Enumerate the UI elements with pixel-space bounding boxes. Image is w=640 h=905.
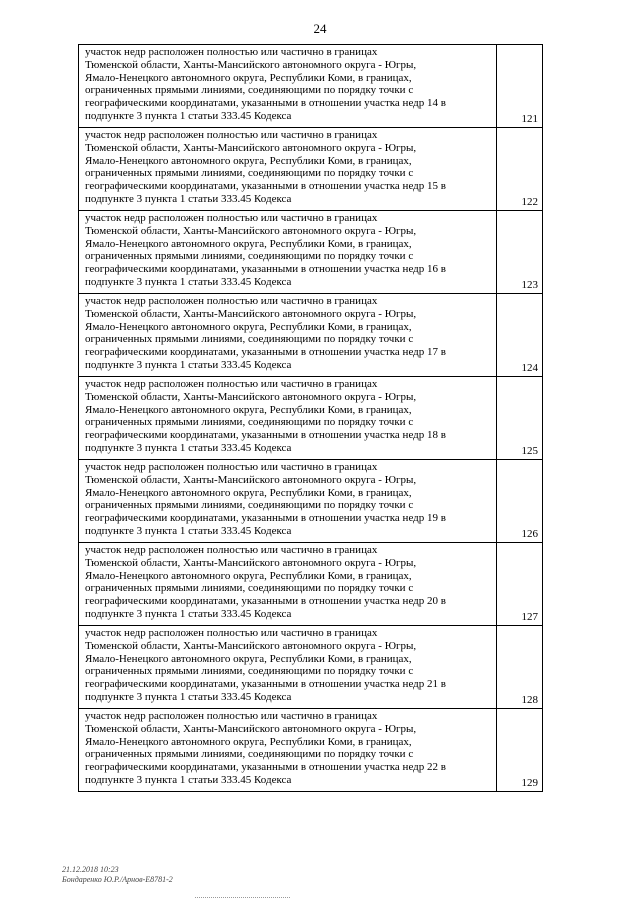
description-line: подпункте 3 пункта 1 статьи 333.45 Кодекса: [85, 607, 292, 620]
row-description: [79, 294, 497, 377]
page-bottom-divider: [195, 897, 290, 898]
row-number: 128: [497, 626, 543, 709]
description-line: участок недр расположен полностью или частично в границах: [85, 461, 378, 473]
description-line: подпункте 3 пункта 1 статьи 333.45 Кодекса: [85, 275, 292, 288]
description-line: подпункте 3 пункта 1 статьи 333.45 Кодекса: [85, 441, 292, 454]
row-number: 127: [497, 543, 543, 626]
description-line: Тюменской области, Ханты-Мансийского автономного округа - Югры,: [85, 390, 417, 403]
table-body: [79, 45, 543, 792]
description-line: ограниченных прямыми линиями, соединяющими по порядку точки с: [85, 333, 414, 346]
description-line: Тюменской области, Ханты-Мансийского автономного округа - Югры,: [85, 639, 417, 652]
table-row: [79, 45, 543, 128]
description-line: ограниченных прямыми линиями, соединяющими по порядку точки с: [85, 665, 414, 678]
description-line: географическими координатами, указанными в отношении участка недр 16 в: [85, 263, 446, 276]
row-description: [79, 211, 497, 294]
row-description: [79, 543, 497, 626]
row-description: [79, 626, 497, 709]
description-line: географическими координатами, указанными в отношении участка недр 15 в: [85, 180, 446, 193]
row-number: 126: [497, 460, 543, 543]
description-line: географическими координатами, указанными в отношении участка недр 17 в: [85, 346, 446, 359]
description-line: участок недр расположен полностью или частично в границах: [85, 295, 378, 307]
description-line: Тюменской области, Ханты-Мансийского автономного округа - Югры,: [85, 224, 417, 237]
table-row: [79, 211, 543, 294]
description-line: ограниченных прямыми линиями, соединяющими по порядку точки с: [85, 167, 414, 180]
row-description: [79, 45, 497, 128]
description-line: ограниченных прямыми линиями, соединяющими по порядку точки с: [85, 499, 414, 512]
description-line: подпункте 3 пункта 1 статьи 333.45 Кодекса: [85, 358, 292, 371]
table-row: [79, 128, 543, 211]
description-line: Ямало-Ненецкого автономного округа, Республики Коми, в границах,: [85, 735, 412, 748]
description-line: Ямало-Ненецкого автономного округа, Республики Коми, в границах,: [85, 652, 412, 665]
description-line: подпункте 3 пункта 1 статьи 333.45 Кодекса: [85, 773, 292, 786]
description-line: Ямало-Ненецкого автономного округа, Республики Коми, в границах,: [85, 154, 412, 167]
table-row: [79, 709, 543, 792]
description-line: Тюменской области, Ханты-Мансийского автономного округа - Югры,: [85, 473, 417, 486]
description-line: географическими координатами, указанными в отношении участка недр 14 в: [85, 97, 446, 110]
description-line: ограниченных прямыми линиями, соединяющими по порядку точки с: [85, 748, 414, 761]
table-row: [79, 460, 543, 543]
table-row: [79, 294, 543, 377]
description-line: участок недр расположен полностью или частично в границах: [85, 129, 378, 141]
description-line: Тюменской области, Ханты-Мансийского автономного округа - Югры,: [85, 307, 417, 320]
footer-timestamp: 21.12.2018 10:23: [62, 865, 119, 874]
description-line: Тюменской области, Ханты-Мансийского автономного округа - Югры,: [85, 141, 417, 154]
description-line: подпункте 3 пункта 1 статьи 333.45 Кодекса: [85, 524, 292, 537]
row-number: 129: [497, 709, 543, 792]
description-line: участок недр расположен полностью или частично в границах: [85, 544, 378, 556]
description-line: географическими координатами, указанными в отношении участка недр 21 в: [85, 678, 446, 691]
description-line: Тюменской области, Ханты-Мансийского автономного округа - Югры,: [85, 556, 417, 569]
description-line: ограниченных прямыми линиями, соединяющими по порядку точки с: [85, 84, 414, 97]
table-row: [79, 626, 543, 709]
document-table: [78, 44, 543, 792]
footer-doc-ref: Бондаренко Ю.Р./Арнов-Е8781-2: [62, 875, 173, 884]
description-line: Ямало-Ненецкого автономного округа, Республики Коми, в границах,: [85, 320, 412, 333]
description-line: географическими координатами, указанными в отношении участка недр 18 в: [85, 429, 446, 442]
row-description: [79, 460, 497, 543]
row-description: [79, 128, 497, 211]
description-line: участок недр расположен полностью или частично в границах: [85, 46, 378, 58]
description-line: участок недр расположен полностью или частично в границах: [85, 627, 378, 639]
description-line: Ямало-Ненецкого автономного округа, Республики Коми, в границах,: [85, 403, 412, 416]
description-line: Ямало-Ненецкого автономного округа, Республики Коми, в границах,: [85, 569, 412, 582]
description-line: ограниченных прямыми линиями, соединяющими по порядку точки с: [85, 250, 414, 263]
row-number: 122: [497, 128, 543, 211]
description-line: участок недр расположен полностью или частично в границах: [85, 212, 378, 224]
description-line: участок недр расположен полностью или частично в границах: [85, 378, 378, 390]
description-line: Ямало-Ненецкого автономного округа, Республики Коми, в границах,: [85, 237, 412, 250]
row-number: 124: [497, 294, 543, 377]
description-line: подпункте 3 пункта 1 статьи 333.45 Кодекса: [85, 690, 292, 703]
description-line: ограниченных прямыми линиями, соединяющими по порядку точки с: [85, 582, 414, 595]
table-row: [79, 377, 543, 460]
table-row: [79, 543, 543, 626]
row-number: 123: [497, 211, 543, 294]
description-line: подпункте 3 пункта 1 статьи 333.45 Кодекса: [85, 109, 292, 122]
description-line: участок недр расположен полностью или частично в границах: [85, 710, 378, 722]
row-number: 121: [497, 45, 543, 128]
description-line: Тюменской области, Ханты-Мансийского автономного округа - Югры,: [85, 58, 417, 71]
description-line: географическими координатами, указанными в отношении участка недр 20 в: [85, 595, 446, 608]
description-line: подпункте 3 пункта 1 статьи 333.45 Кодекса: [85, 192, 292, 205]
description-line: Ямало-Ненецкого автономного округа, Республики Коми, в границах,: [85, 71, 412, 84]
footer: [62, 865, 173, 885]
description-line: Тюменской области, Ханты-Мансийского автономного округа - Югры,: [85, 722, 417, 735]
description-line: географическими координатами, указанными в отношении участка недр 19 в: [85, 512, 446, 525]
row-description: [79, 709, 497, 792]
page-number: 24: [313, 21, 327, 36]
description-line: Ямало-Ненецкого автономного округа, Республики Коми, в границах,: [85, 486, 412, 499]
row-number: 125: [497, 377, 543, 460]
description-line: ограниченных прямыми линиями, соединяющими по порядку точки с: [85, 416, 414, 429]
row-description: [79, 377, 497, 460]
description-line: географическими координатами, указанными в отношении участка недр 22 в: [85, 761, 446, 774]
